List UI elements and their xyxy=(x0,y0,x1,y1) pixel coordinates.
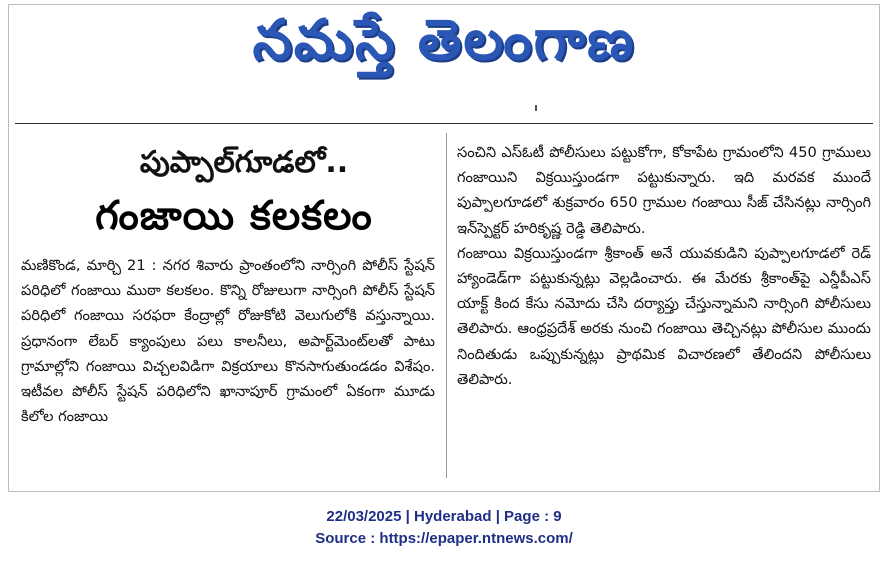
masthead-rule xyxy=(15,123,873,124)
publication-info: 22/03/2025 | Hyderabad | Page : 9 xyxy=(326,508,562,525)
article-right-column xyxy=(457,140,871,392)
article-paragraph: గంజాయి విక్రయిస్తుండగా శ్రీకాంత్ అనే యువకుడిని పుప్పాలగూడలో రెడ్ హ్యాండెడ్‌గా పట్టుకున్నట్లు వెల్లడించారు. ఈ మేరకు శ్రీకాంత్‌పై ఎన్డీపీఎస్ యాక్ట్ కింద కేసు నమోదు చేసి దర్యాప్తు చేస్తున్నామని నార్సింగి పోలీసులు తెలిపారు. ఆంధ్రప్రదేశ్ అరకు నుంచి గంజాయి తెచ్చినట్లు పోలీసుల ముందు నిందితుడు ఒప్పుకున్నట్లు ప్రాథమిక విచారణలో తేలిందని పోలీసులు తెలిపారు. xyxy=(457,244,871,388)
article-left-column xyxy=(21,253,435,429)
headline-kicker: పుప్పాల్‌గూడలో.. xyxy=(139,145,349,180)
masthead-mark xyxy=(535,105,537,111)
column-divider xyxy=(446,133,447,478)
masthead-title: నమస్తే తెలంగాణ xyxy=(252,7,636,73)
article-paragraph: సంచిని ఎస్‌ఓటీ పోలీసులు పట్టుకోగా, కోకాపేట గ్రామంలోని 450 గ్రాములు గంజాయిని విక్రయిస్తుండగా పట్టుకున్నారు. ఇది మరవక ముందే పుప్పాలగూడలో శుక్రవారం 650 గ్రాముల గంజాయి సీజ్ చేసినట్లు నార్సింగి ఇన్‌స్పెక్టర్ హరికృష్ణ రెడ్డి తెలిపారు. xyxy=(457,144,871,237)
headline-main: గంజాయి కలకలం xyxy=(95,193,373,239)
source-link[interactable]: Source : https://epaper.ntnews.com/ xyxy=(315,530,573,547)
newspaper-clipping xyxy=(8,4,880,492)
masthead xyxy=(9,5,879,87)
article-paragraph: మణికొండ, మార్చి 21 : నగర శివారు ప్రాంతంలోని నార్సింగి పోలీస్ స్టేషన్ పరిధిలో గంజాయి ముఠా కలకలం. కొన్ని రోజులుగా నార్సింగి పోలీస్ స్టేషన్ పరిధిలో గంజాయి సరఫరా కేంద్రాల్లో రోజుకోటి వెలుగులోకి వస్తున్నాయి. ప్రధానంగా లేబర్ క్యాంపులు పలు కాలనీలు, అపార్ట్‌మెంట్‌లతో పాటు గ్రామాల్లోని గంజాయి విచ్చలవిడిగా విక్రయాలు కొనసాగుతుండడం విశేషం. ఇటీవల పోలీస్ స్టేషన్ పరిధిలోని ఖానాపూర్ గ్రామంలో ఏకంగా మూడు కిలోల గంజాయి xyxy=(21,257,435,426)
